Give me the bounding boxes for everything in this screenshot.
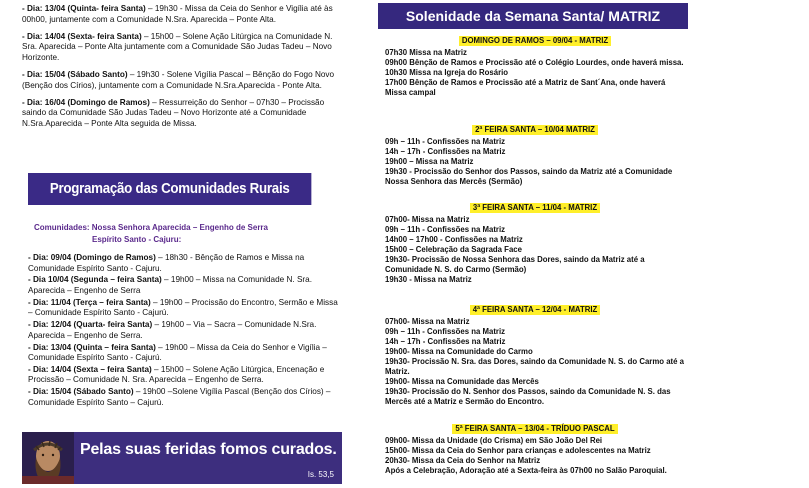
schedule-paragraph: - Dia: 14/04 (Sexta- feira Santa) – 15h00 – Solene Ação Litúrgica na Comunidade N. Sra. Aparecida – Ponte Alta juntamente com a Comunidade São Judas Tadeu – Novo Horizonte.: [22, 31, 333, 63]
schedule-line: 07h00- Missa na Matriz: [385, 317, 470, 326]
rural-programming-banner: Programação das Comunidades Rurais: [28, 173, 311, 205]
schedule-line: 14h00 – 17h00 - Confissões na Matriz: [385, 235, 523, 244]
schedule-paragraph: - Dia: 12/04 (Quarta- feira Santa) – 19h00 – Via – Sacra – Comunidade N.Sra. Aparecida – Engenho de Serra.: [28, 320, 317, 340]
schedule-section: [385, 125, 685, 187]
schedule-line: 17h00 Bênção de Ramos e Procissão até a Matriz de Sant´Ana, onde haverá Missa campal: [385, 78, 666, 97]
schedule-line: 19h30- Procissão do N. Senhor dos Passos, saindo da Comunidade N. S. das Mercês até a Matriz e Sermão do Encontro.: [385, 387, 671, 406]
section-heading: 5ª FEIRA SANTA – 13/04 - TRÍDUO PASCAL: [452, 424, 617, 434]
schedule-paragraph: - Dia 10/04 (Segunda – feira Santa) – 19h00 – Missa na Comunidade N. Sra. Aparecida – Engenho de Serra: [28, 275, 312, 295]
schedule-line: 14h – 17h - Confissões na Matriz: [385, 147, 506, 156]
quote-reference: Is. 53,5: [307, 470, 334, 479]
schedule-line: 07h30 Missa na Matriz: [385, 48, 467, 57]
scripture-quote-banner: [22, 432, 342, 484]
schedule-line: 15h00 – Celebração da Sagrada Face: [385, 245, 522, 254]
schedule-line: 10h30 Missa na Igreja do Rosário: [385, 68, 509, 77]
schedule-paragraph: - Dia: 15/04 (Sábado Santo) – 19h00 –Solene Vigília Pascal (Benção dos Círios) – Comunidade Espírito Santo – Cajurú.: [28, 387, 331, 407]
communities-line: Comunidades: Nossa Senhora Aparecida – Engenho de Serra: [34, 223, 268, 232]
schedule-line: 07h00- Missa na Matriz: [385, 215, 470, 224]
quote-text-area: [74, 432, 342, 484]
schedule-line: 09h00- Missa da Unidade (do Crisma) em São João Del Rei: [385, 436, 603, 445]
schedule-line: 09h00 Bênção de Ramos e Procissão até o Colégio Lourdes, onde haverá missa.: [385, 58, 684, 67]
schedule-line: 20h30- Missa da Ceia do Senhor na Matriz: [385, 456, 541, 465]
schedule-line: Após a Celebração, Adoração até a Sexta-feira às 07h00 no Salão Paroquial.: [385, 466, 667, 475]
schedule-line: 19h00- Missa na Comunidade do Carmo: [385, 347, 533, 356]
schedule-line: 14h – 17h - Confissões na Matriz: [385, 337, 506, 346]
schedule-paragraph: - Dia: 11/04 (Terça – feira Santa) – 19h00 – Procissão do Encontro, Sermão e Missa – Comunidade Espírito Santo - Cajurú.: [28, 297, 338, 318]
schedule-paragraph: - Dia: 15/04 (Sábado Santo) – 19h30 - Solene Vigília Pascal – Bênção do Fogo Novo (Benção dos Círios), juntamente com a Comunidade N.Sra.Aparecida - Ponte Alta.: [22, 69, 335, 90]
schedule-line: 19h30 - Missa na Matriz: [385, 275, 472, 284]
schedule-section: [385, 36, 685, 98]
section-heading: 2ª FEIRA SANTA – 10/04 MATRIZ: [472, 125, 598, 135]
section-heading: 4ª FEIRA SANTA – 12/04 - MATRIZ: [470, 305, 601, 315]
schedule-section: [385, 203, 685, 285]
schedule-line: 19h30 - Procissão do Senhor dos Passos, saindo da Matriz até a Comunidade Nossa Senhora das Mercês (Sermão): [385, 167, 673, 186]
schedule-paragraph: - Dia: 09/04 (Domingo de Ramos) – 18h30 - Bênção de Ramos e Missa na Comunidade Espírito Santo - Cajuru.: [28, 253, 305, 273]
schedule-line: 09h – 11h - Confissões na Matriz: [385, 225, 506, 234]
rural-schedule: [28, 253, 340, 410]
schedule-line: 19h00- Missa na Comunidade das Mercês: [385, 377, 539, 386]
section-heading: 3ª FEIRA SANTA – 11/04 - MATRIZ: [470, 203, 600, 213]
schedule-line: 15h00- Missa da Ceia do Senhor para crianças e adolescentes na Matriz: [385, 446, 651, 455]
schedule-section: [385, 424, 685, 476]
schedule-line: 09h – 11h - Confissões na Matriz: [385, 137, 506, 146]
quote-text: Pelas suas feridas fomos curados.: [80, 441, 337, 458]
matriz-title-banner: Solenidade da Semana Santa/ MATRIZ: [378, 3, 688, 29]
schedule-paragraph: - Dia: 13/04 (Quinta – feira Santa) – 19h00 – Missa da Ceia do Senhor e Vigília – Comunidade Espírito Santo - Cajurú.: [28, 342, 327, 363]
section-heading: DOMINGO DE RAMOS – 09/04 - MATRIZ: [459, 36, 611, 46]
schedule-line: 19h30- Procissão N. Sra. das Dores, saindo da Comunidade N. S. do Carmo até a Matriz.: [385, 357, 684, 376]
schedule-section: [385, 305, 685, 407]
schedule-line: 19h00 – Missa na Matriz: [385, 157, 474, 166]
schedule-paragraph: - Dia: 13/04 (Quinta- feira Santa) – 19h30 - Missa da Ceia do Senhor e Vigília até às 00h00, juntamente com a Comunidade N.Sra. Aparecida – Ponte Alta.: [22, 4, 333, 24]
christ-crown-of-thorns-image: [22, 432, 74, 484]
schedule-paragraph: - Dia: 14/04 (Sexta – feira Santa) – 15h00 – Solene Ação Litúrgica, Encenação e Procissão – Comunidade N. Sra. Aparecida – Engenho de Serra.: [28, 364, 325, 385]
schedule-line: 19h30- Procissão de Nossa Senhora das Dores, saindo da Matriz até a Comunidade N. S. do Carmo (Sermão): [385, 255, 645, 274]
communities-heading: [34, 222, 334, 246]
schedule-paragraph: - Dia: 16/04 (Domingo de Ramos) – Ressurreição do Senhor – 07h30 – Procissão saindo da Comunidade São Judas Tadeu – Novo Horizonte até a Comunidade N.Sra.Aparecida – Ponte Alta seguida de Missa.: [22, 97, 325, 129]
left-schedule-top: [22, 4, 344, 136]
schedule-line: 09h – 11h - Confissões na Matriz: [385, 327, 506, 336]
communities-line: Espírito Santo - Cajuru:: [92, 235, 182, 244]
